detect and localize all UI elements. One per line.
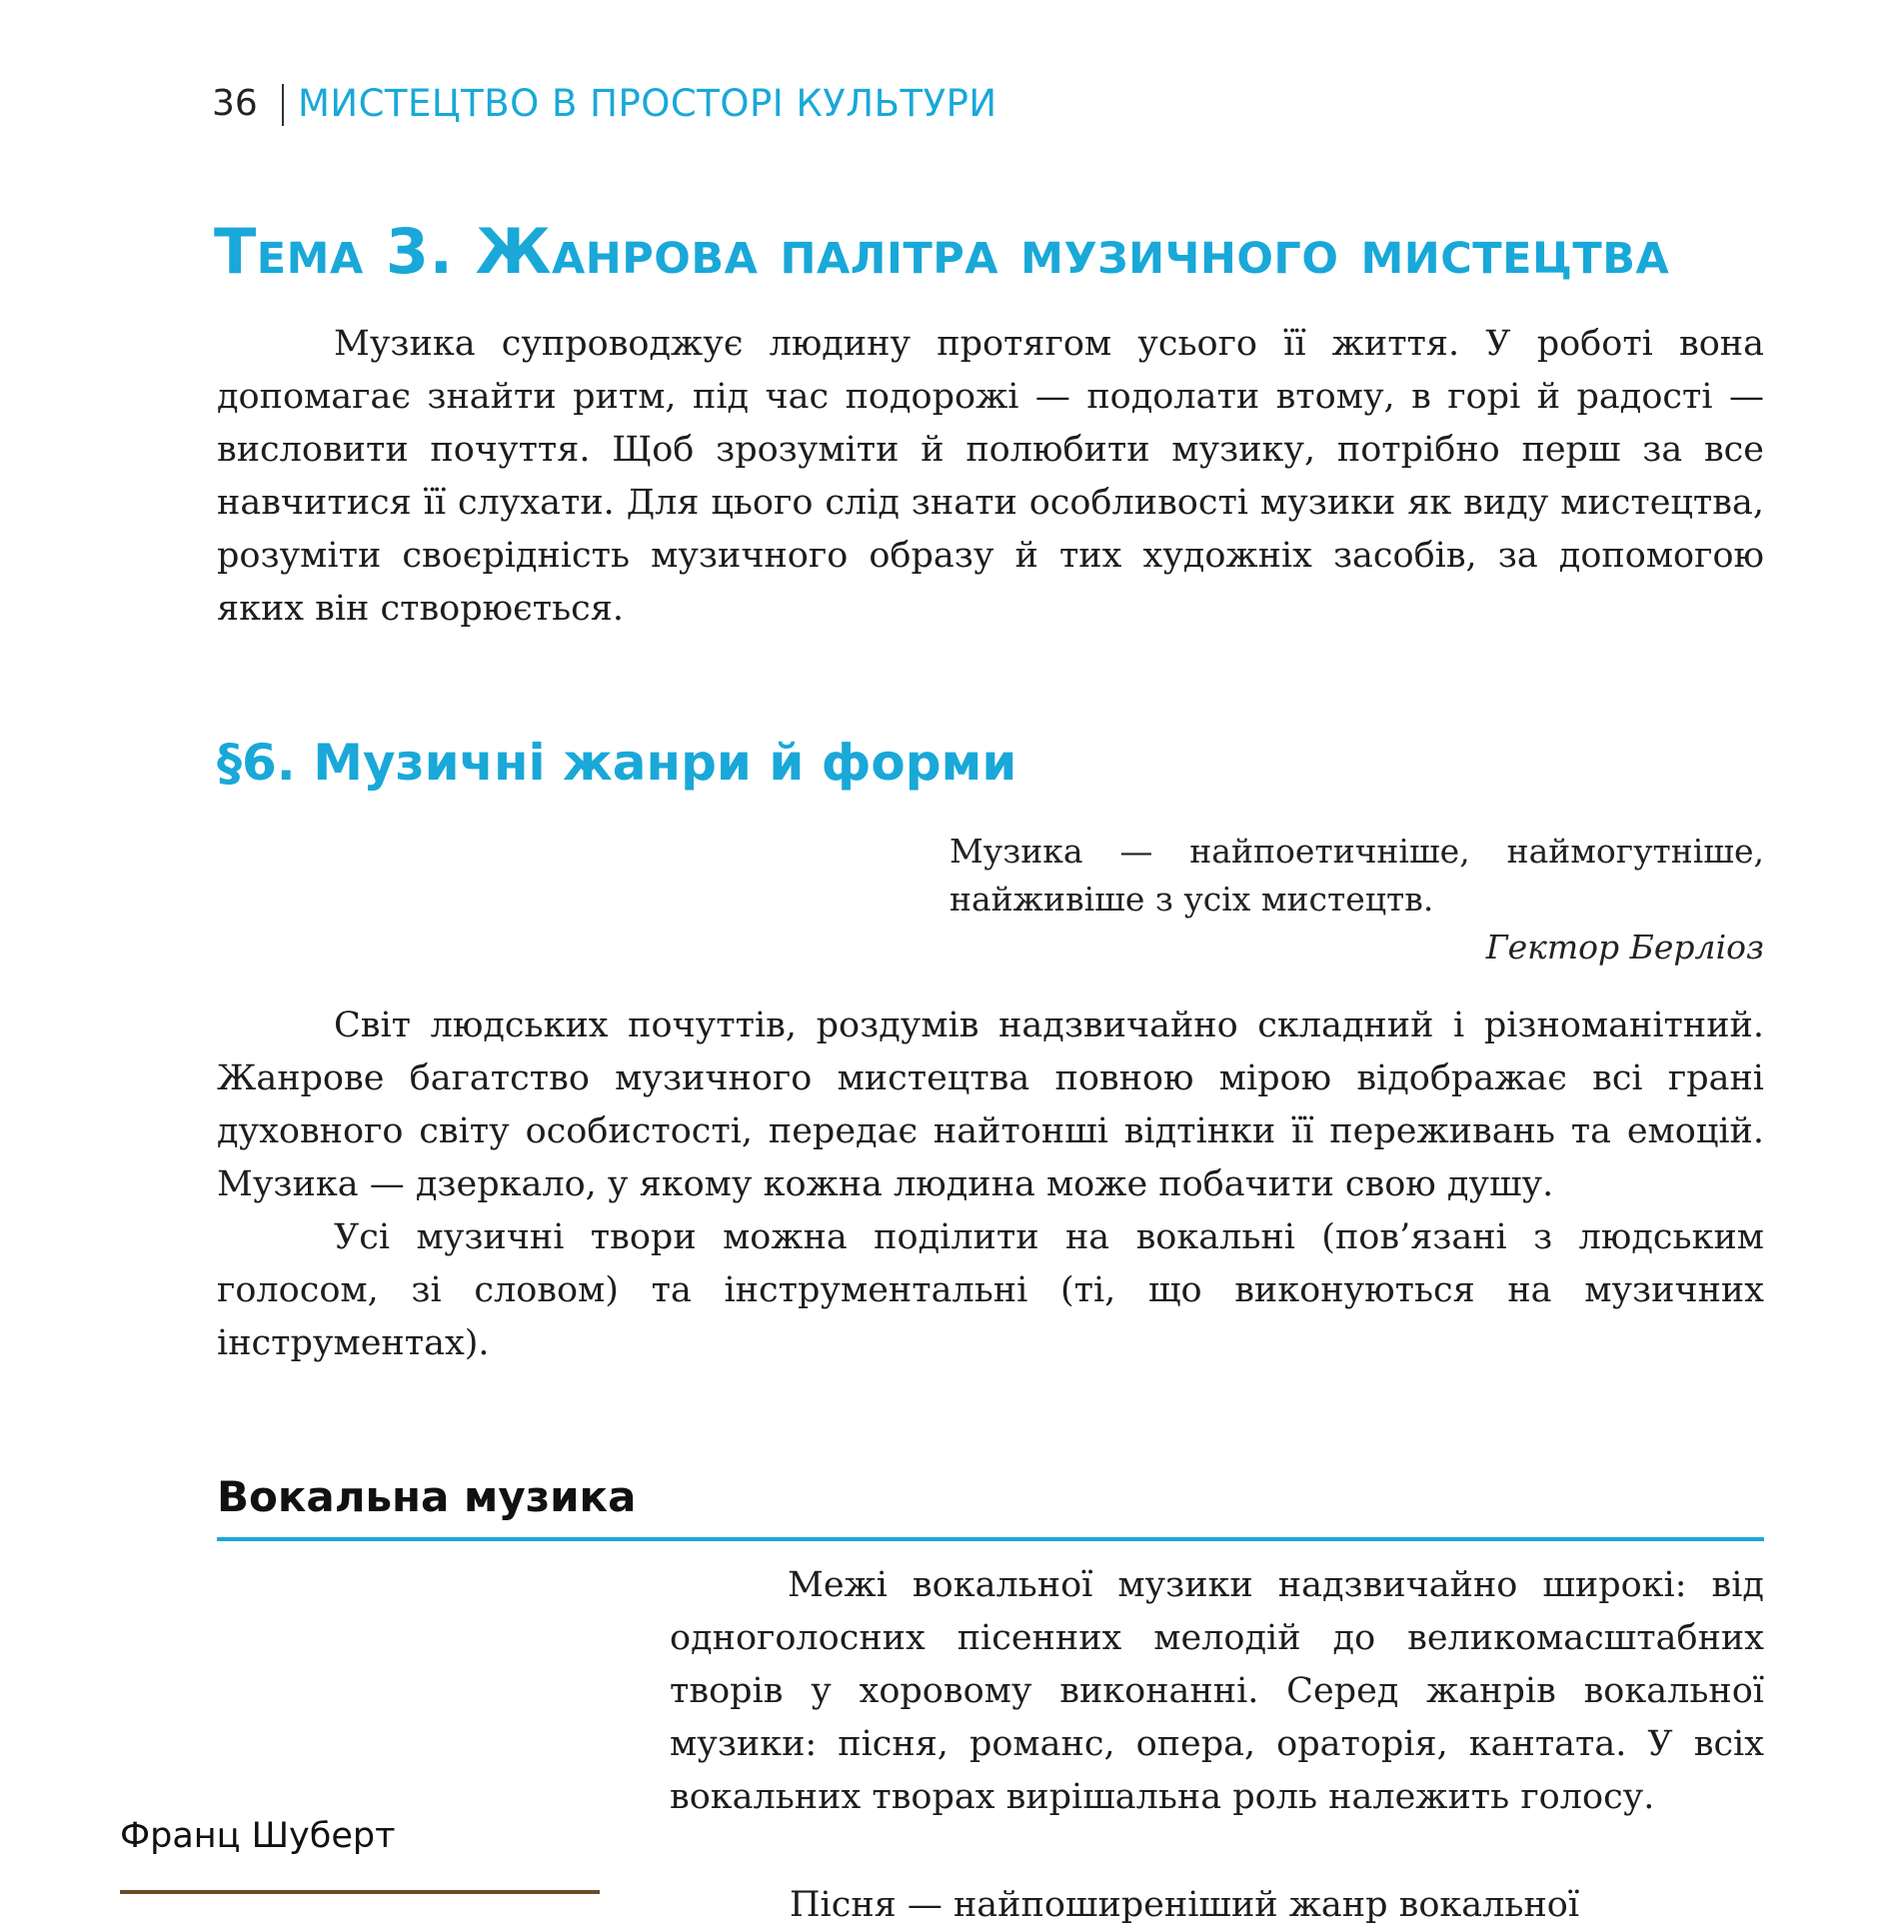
vocal-paragraph: Межі вокальної музики надзвичайно широкі: від одноголосних пісенних мелодій до великомасштабних творів у хоровому виконанні. Серед жанрів вокальної музики: пісня, романс, опера, ораторія, кантата. У всіх вокальних творах вирішальна роль належить голосу.: [670, 1565, 1764, 1817]
theme-title: Тема 3. Жанрова палітра музичного мистецтва: [214, 215, 1670, 288]
epigraph: [950, 828, 1764, 971]
theme-intro: [217, 318, 1764, 636]
epigraph-author: Гектор Берліоз: [1485, 928, 1764, 966]
subsection-rule: [217, 1537, 1764, 1541]
caption-rule: [120, 1890, 600, 1894]
section-paragraph: Світ людських почуттів, роздумів надзвичайно складний і різноманітний. Жанрове багатство музичного мистецтва повною мірою відображає всі грані духовного світу особистості, передає найтонші відтінки її переживань та емоцій. Музика — дзеркало, у якому кожна людина може побачити свою душу.: [217, 1005, 1764, 1204]
epigraph-text: Музика — найпоетичніше, наймогутніше, найживіше з усіх мистецтв.: [950, 832, 1764, 919]
section-title: §6. Музичні жанри й форми: [217, 734, 1017, 792]
section-paragraph: Усі музичні твори можна поділити на вокальні (пов’язані з людським голосом, зі словом) та інструментальні (ті, що виконуються на музичних інструментах).: [217, 1217, 1764, 1363]
vocal-body: [670, 1559, 1764, 1824]
header-divider: [282, 84, 284, 126]
theme-intro-paragraph: Музика супроводжує людину протягом усього її життя. У роботі вона допомагає знайти ритм, під час подорожі — подолати втому, в горі й радості — висловити почуття. Щоб зрозуміти й полюбити музику, потрібно перш за все навчитися її слухати. Для цього слід знати особливості музики як виду мистецтва, розуміти своєрідність музичного образу й тих художніх засобів, за допомогою яких він створюється.: [217, 324, 1764, 629]
page-number: 36: [212, 83, 258, 124]
image-caption: Франц Шуберт: [120, 1816, 396, 1856]
running-title: МИСТЕЦТВО В ПРОСТОРІ КУЛЬТУРИ: [298, 82, 997, 125]
section-body: [217, 999, 1764, 1370]
next-line-fragment: Пісня — найпоширеніший жанр вокальної: [790, 1885, 1580, 1925]
subsection-title: Вокальна музика: [217, 1472, 637, 1521]
